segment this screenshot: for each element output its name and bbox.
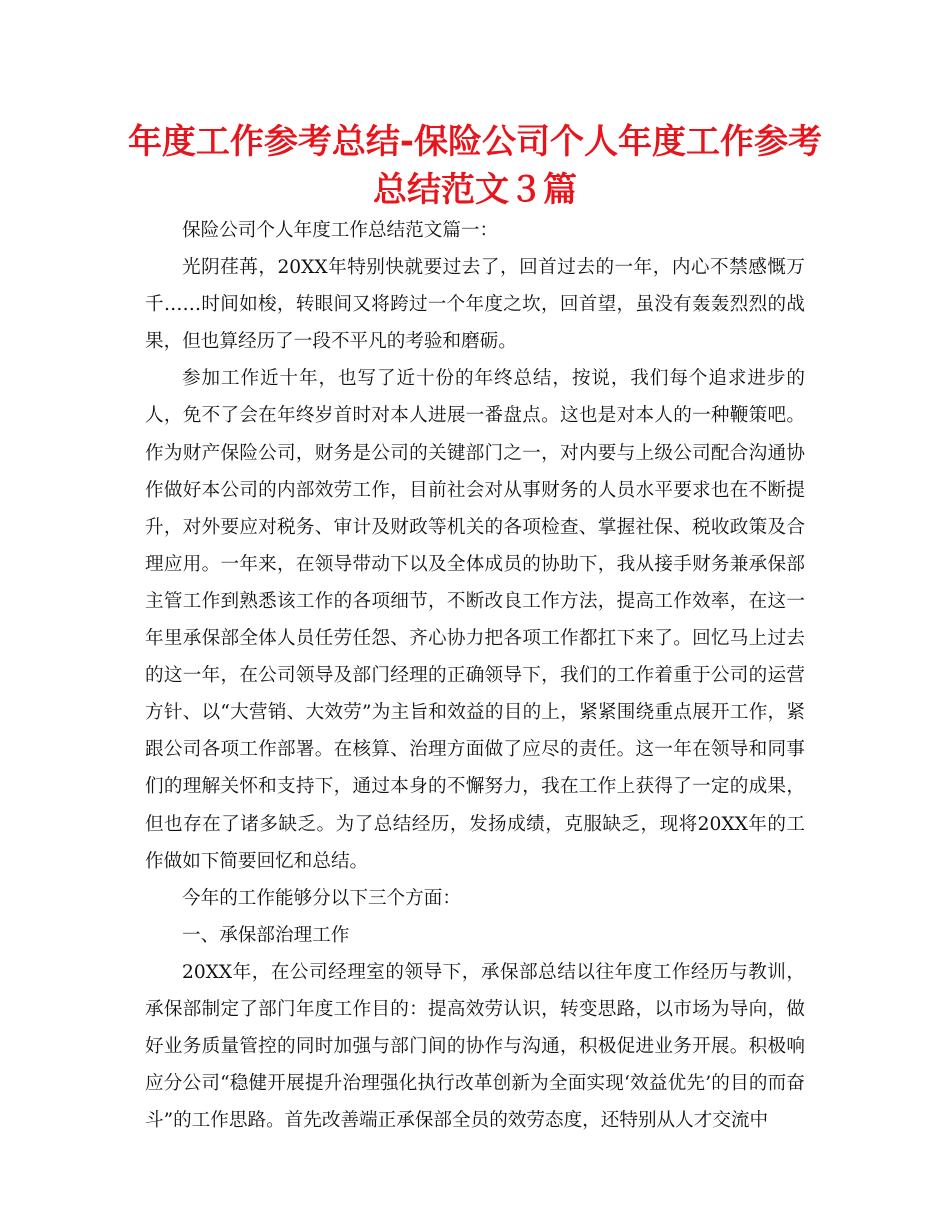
paragraph-section-heading: 保险公司个人年度工作总结范文篇一：: [182, 220, 499, 241]
paragraph: 今年的工作能够分以下三个方面：: [182, 887, 461, 909]
paragraph: 20XX年，在公司经理室的领导下，承保部总结以往年度工作经历与教训，承保部制定了部门年度工作目的：提高效劳认识，转变思路，以市场为导向，做好业务质量管控的同时加强与部门间的协作与沟通，积极促进业务开展。积极响应分公司“稳健开展提升治理强化执行改革创新为全面实现‘效益优先’的目的而奋斗”的工作思路。首先改善端正承保部全员的效劳态度，还特别从人才交流中: [145, 961, 805, 1132]
paragraph-subheading: 一、承保部治理工作: [182, 924, 350, 946]
document-body: [145, 212, 805, 1139]
paragraph: 光阴荏苒，20XX年特别快就要过去了，回首过去的一年，内心不禁感慨万千……时间如梭，转眼间又将跨过一个年度之坎，回首望，虽没有轰轰烈烈的战果，但也算经历了一段不平凡的考验和磨砺。: [145, 257, 805, 353]
document-title: 年度工作参考总结-保险公司个人年度工作参考总结范文３篇: [127, 122, 823, 210]
paragraph: 参加工作近十年，也写了近十份的年终总结，按说，我们每个追求进步的人，免不了会在年终岁首时对本人进展一番盘点。这也是对本人的一种鞭策吧。作为财产保险公司，财务是公司的关键部门之一，对内要与上级公司配合沟通协作做好本公司的内部效劳工作，目前社会对从事财务的人员水平要求也在不断提升，对外要应对税务、审计及财政等机关的各项检查、掌握社保、税收政策及合理应用。一年来，在领导带动下以及全体成员的协助下，我从接手财务兼承保部主管工作到熟悉该工作的各项细节，不断改良工作方法，提高工作效率，在这一年里承保部全体人员任劳任怨、齐心协力把各项工作都扛下来了。回忆马上过去的这一年，在公司领导及部门经理的正确领导下，我们的工作着重于公司的运营方针、以“大营销、大效劳”为主旨和效益的目的上，紧紧围绕重点展开工作，紧跟公司各项工作部署。在核算、治理方面做了应尽的责任。这一年在领导和同事们的理解关怀和支持下，通过本身的不懈努力，我在工作上获得了一定的成果，但也存在了诸多缺乏。为了总结经历，发扬成绩，克服缺乏，现将20XX年的工作做如下简要回忆和总结。: [145, 368, 805, 872]
